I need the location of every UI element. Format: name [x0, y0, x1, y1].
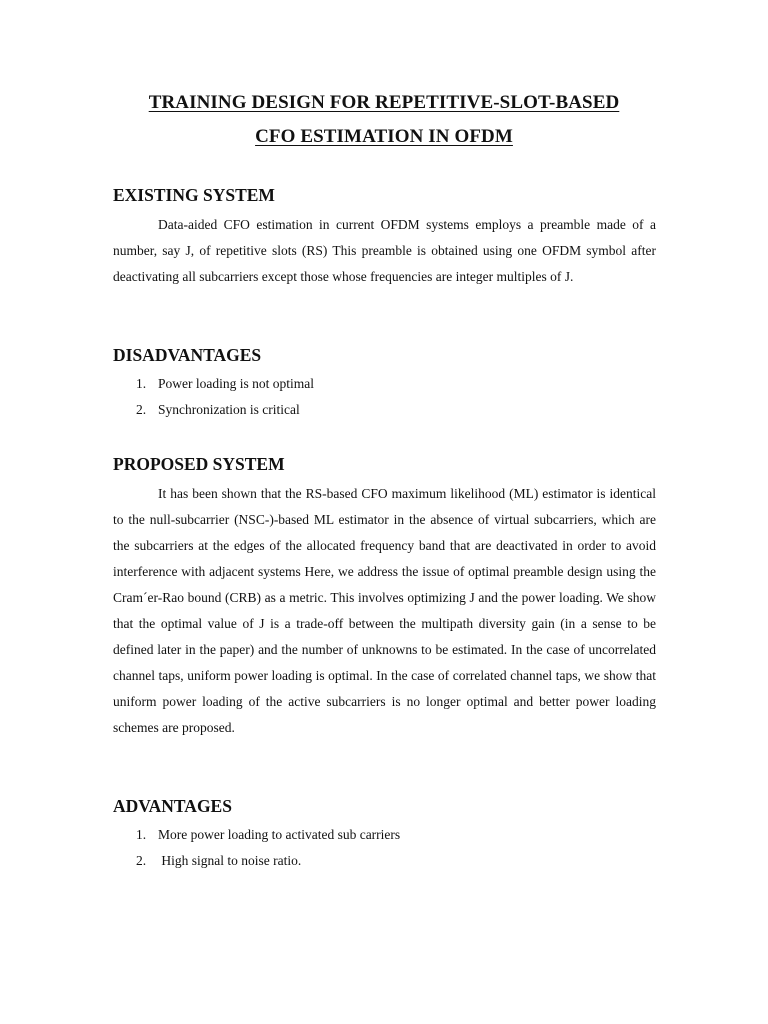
disadvantages-list [113, 371, 656, 423]
disadvantages-heading: DISADVANTAGES [113, 345, 262, 365]
proposed-system-paragraph: It has been shown that the RS-based CFO maximum likelihood (ML) estimator is identical to the null-subcarrier (NSC-)-based ML estimator in the absence of virtual subcarriers, which are the subcarriers at the edges of the allocated frequency band that are deactivated in order to avoid interference with adjacent systems Here, we address the issue of optimal preamble design using the Cram´er-Rao bound (CRB) as a metric. This involves optimizing J and the power loading. We show that the optimal value of J is a trade-off between the multipath diversity gain (in a sense to be defined later in the paper) and the number of unknowns to be estimated. In the case of uncorrelated channel taps, uniform power loading is optimal. In the case of correlated channel taps, we show that uniform power loading of the active subcarriers is no longer optimal and better power loading schemes are proposed. [113, 486, 656, 735]
document-title-line-1: TRAINING DESIGN FOR REPETITIVE-SLOT-BASED [148, 92, 620, 113]
list-item [113, 371, 656, 397]
list-item-text: Synchronization is critical [158, 402, 300, 417]
list-item [113, 848, 656, 874]
existing-system-heading: EXISTING SYSTEM [113, 185, 275, 205]
list-item-number: 1. [136, 376, 147, 391]
document-title-line-2: CFO ESTIMATION IN OFDM [255, 126, 513, 147]
list-item-text: More power loading to activated sub carriers [158, 827, 401, 842]
list-item [113, 822, 656, 848]
list-item-number: 1. [136, 827, 147, 842]
advantages-heading: ADVANTAGES [113, 796, 232, 816]
advantages-list [113, 822, 656, 874]
list-item [113, 397, 656, 423]
existing-system-paragraph: Data-aided CFO estimation in current OFDM systems employs a preamble made of a number, say J, of repetitive slots (RS) This preamble is obtained using one OFDM symbol after deactivating all subcarriers except those whose frequencies are integer multiples of J. [113, 217, 656, 284]
list-item-text: Power loading is not optimal [158, 376, 314, 391]
proposed-system-heading: PROPOSED SYSTEM [113, 454, 285, 474]
list-item-number: 2. [136, 853, 147, 868]
list-item-text: High signal to noise ratio. [158, 853, 302, 868]
list-item-number: 2. [136, 402, 147, 417]
